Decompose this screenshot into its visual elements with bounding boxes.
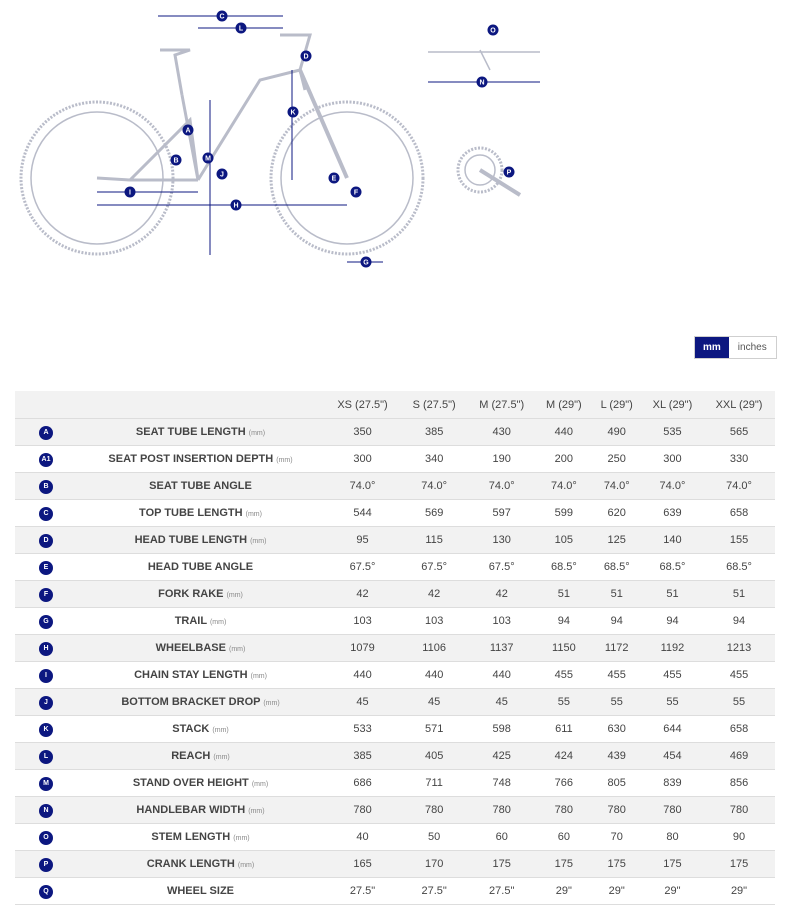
size-column-header: L (29") [592,391,642,419]
measure-value-cell: 29" [536,878,591,905]
measure-name: SEAT TUBE LENGTH [135,426,246,438]
size-column-header: M (29") [536,391,591,419]
diagram-label [488,25,499,36]
measure-value-cell: 42 [324,581,401,608]
measure-letter-cell [15,608,77,635]
measure-value-cell: 425 [467,743,536,770]
measure-value-cell: 599 [536,500,591,527]
mm-unit-button[interactable]: mm [695,337,729,358]
measure-unit: (mm) [237,862,255,869]
measure-value-cell: 94 [592,608,642,635]
measure-unit: (mm) [250,673,267,680]
measure-value-cell: 350 [324,419,401,446]
measure-value-cell: 115 [401,527,467,554]
measure-letter-cell [15,743,77,770]
measure-letter-cell [15,635,77,662]
measure-name-cell [77,662,324,689]
measure-value-cell: 544 [324,500,401,527]
diagram-label [217,169,228,180]
measure-value-cell: 1172 [592,635,642,662]
measure-value-cell: 839 [642,770,703,797]
measure-value-cell: 620 [592,500,642,527]
measure-letter-badge: L [39,750,53,764]
geometry-table [15,391,775,905]
measure-value-cell: 340 [401,446,467,473]
measure-name-cell [77,581,324,608]
measure-value-cell: 67.5° [324,554,401,581]
measure-value-cell: 51 [536,581,591,608]
measure-value-cell: 571 [401,716,467,743]
measure-letter-cell [15,662,77,689]
table-row [15,743,775,770]
measure-name-cell [77,743,324,770]
measure-letter-cell [15,851,77,878]
diagram-label [504,167,515,178]
table-row [15,662,775,689]
measure-name-cell [77,473,324,500]
measure-value-cell: 455 [642,662,703,689]
measure-value-cell: 67.5° [401,554,467,581]
measure-letter-badge: F [39,588,53,602]
measure-value-cell: 658 [703,716,775,743]
measure-value-cell: 155 [703,527,775,554]
measure-value-cell: 51 [703,581,775,608]
measure-value-cell: 51 [642,581,703,608]
measure-value-cell: 440 [536,419,591,446]
table-row [15,770,775,797]
measure-value-cell: 440 [324,662,401,689]
measure-value-cell: 45 [324,689,401,716]
measure-value-cell: 1213 [703,635,775,662]
measure-value-cell: 658 [703,500,775,527]
measure-unit: (mm) [250,538,267,545]
measure-letter-cell [15,473,77,500]
measure-value-cell: 165 [324,851,401,878]
measure-value-cell: 103 [401,608,467,635]
measure-name: WHEELBASE [155,642,226,654]
measure-letter-badge: J [39,696,53,710]
measure-value-cell: 686 [324,770,401,797]
measure-value-cell: 94 [536,608,591,635]
header-spacer [15,391,77,419]
table-row [15,797,775,824]
measure-value-cell: 1106 [401,635,467,662]
measure-value-cell: 68.5° [536,554,591,581]
diagram-label-text: G [363,259,369,267]
measure-letter-badge: I [39,669,53,683]
diagram-label-text: M [205,155,211,163]
diagram-label-text: A [185,127,191,135]
measure-value-cell: 455 [536,662,591,689]
measure-name: HEAD TUBE LENGTH [134,534,248,546]
measure-value-cell: 455 [592,662,642,689]
measure-value-cell: 1192 [642,635,703,662]
measure-value-cell: 455 [703,662,775,689]
measure-name-cell [77,635,324,662]
measure-value-cell: 170 [401,851,467,878]
table-row [15,446,775,473]
measure-letter-cell [15,500,77,527]
measure-name-cell [77,878,324,905]
measure-value-cell: 598 [467,716,536,743]
measure-value-cell: 90 [703,824,775,851]
measure-value-cell: 29" [703,878,775,905]
measure-value-cell: 74.0° [401,473,467,500]
measure-unit: (mm) [276,457,293,464]
measure-name: STAND OVER HEIGHT [132,777,249,789]
measure-name: STACK [172,723,210,735]
header-spacer [77,391,324,419]
unit-toggle [694,336,777,359]
measure-letter-cell [15,716,77,743]
table-row [15,635,775,662]
diagram-label-text: I [129,189,131,197]
measure-value-cell: 51 [592,581,642,608]
measure-value-cell: 67.5° [467,554,536,581]
measure-value-cell: 125 [592,527,642,554]
measure-value-cell: 42 [401,581,467,608]
measure-unit: (mm) [212,727,229,734]
measure-value-cell: 55 [703,689,775,716]
table-row [15,824,775,851]
measure-letter-badge: B [39,480,53,494]
measure-name: FORK RAKE [158,588,224,600]
measure-value-cell: 45 [467,689,536,716]
measure-value-cell: 40 [324,824,401,851]
measure-name: STEM LENGTH [151,831,231,843]
measure-name: CRANK LENGTH [146,858,235,870]
measure-value-cell: 27.5" [401,878,467,905]
measure-value-cell: 439 [592,743,642,770]
measure-value-cell: 300 [324,446,401,473]
measure-value-cell: 103 [324,608,401,635]
measure-value-cell: 748 [467,770,536,797]
measure-letter-badge: Q [39,885,53,899]
measure-letter-badge: G [39,615,53,629]
diagram-label-text: K [290,109,296,117]
table-row [15,878,775,905]
measure-name-cell [77,716,324,743]
measure-letter-badge: P [39,858,53,872]
measure-value-cell: 94 [703,608,775,635]
measure-value-cell: 424 [536,743,591,770]
measure-value-cell: 29" [592,878,642,905]
measure-value-cell: 55 [536,689,591,716]
measure-value-cell: 45 [401,689,467,716]
measure-value-cell: 405 [401,743,467,770]
measure-value-cell: 250 [592,446,642,473]
measure-value-cell: 780 [324,797,401,824]
measure-value-cell: 385 [401,419,467,446]
measure-name: HANDLEBAR WIDTH [136,804,246,816]
table-row [15,716,775,743]
diagram-label-text: D [303,53,309,61]
measure-name: HEAD TUBE ANGLE [147,561,254,573]
measure-unit: (mm) [251,781,269,788]
measure-name-cell [77,608,324,635]
measure-letter-badge: A [39,426,53,440]
measure-letter-badge: K [39,723,53,737]
measure-letter-cell [15,581,77,608]
measure-value-cell: 535 [642,419,703,446]
measure-value-cell: 94 [642,608,703,635]
table-row [15,473,775,500]
diagram-label-text: F [353,189,359,197]
measure-unit: (mm) [248,808,265,815]
measure-name: REACH [171,750,211,762]
diagram-label [351,187,362,198]
measure-value-cell: 175 [703,851,775,878]
measure-letter-cell [15,527,77,554]
size-column-header: XS (27.5") [324,391,401,419]
diagram-label-text: L [238,25,244,33]
measure-value-cell: 95 [324,527,401,554]
measure-value-cell: 68.5° [703,554,775,581]
measure-letter-badge: N [39,804,53,818]
measure-value-cell: 644 [642,716,703,743]
measure-letter-badge: A1 [39,453,53,467]
measure-value-cell: 74.0° [592,473,642,500]
measure-letter-cell [15,770,77,797]
diagram-label [231,200,242,211]
measure-letter-cell [15,878,77,905]
diagram-label-text: N [479,79,485,87]
table-row [15,554,775,581]
measure-value-cell: 55 [592,689,642,716]
measure-value-cell: 630 [592,716,642,743]
measure-value-cell: 190 [467,446,536,473]
measure-name-cell [77,689,324,716]
diagram-label-text: O [490,27,496,35]
measure-letter-cell [15,419,77,446]
measure-name: SEAT TUBE ANGLE [149,480,252,492]
measure-value-cell: 68.5° [642,554,703,581]
measure-value-cell: 565 [703,419,775,446]
diagram-label [329,173,340,184]
diagram-label [171,155,182,166]
measure-unit: (mm) [233,835,250,842]
measure-value-cell: 74.0° [467,473,536,500]
measure-name-cell [77,851,324,878]
measure-name: BOTTOM BRACKET DROP [121,696,261,708]
measure-unit: (mm) [263,700,280,707]
measure-value-cell: 569 [401,500,467,527]
measure-value-cell: 780 [467,797,536,824]
measure-value-cell: 385 [324,743,401,770]
measure-name-cell [77,500,324,527]
measure-value-cell: 711 [401,770,467,797]
measure-value-cell: 1079 [324,635,401,662]
measure-letter-badge: E [39,561,53,575]
measure-value-cell: 780 [703,797,775,824]
measure-value-cell: 103 [467,608,536,635]
measure-value-cell: 42 [467,581,536,608]
measure-unit: (mm) [245,511,262,518]
measure-value-cell: 140 [642,527,703,554]
measure-value-cell: 68.5° [592,554,642,581]
measure-name-cell [77,824,324,851]
table-row [15,608,775,635]
measure-value-cell: 27.5" [467,878,536,905]
measure-value-cell: 50 [401,824,467,851]
measure-letter-badge: H [39,642,53,656]
measure-letter-cell [15,689,77,716]
measure-value-cell: 74.0° [324,473,401,500]
measure-letter-badge: C [39,507,53,521]
table-header-row [15,391,775,419]
measure-value-cell: 74.0° [536,473,591,500]
measure-value-cell: 780 [642,797,703,824]
inches-unit-button[interactable]: inches [729,337,776,358]
diagram-label [236,23,247,34]
measure-value-cell: 175 [467,851,536,878]
measure-unit: (mm) [226,592,243,599]
measure-value-cell: 105 [536,527,591,554]
measure-letter-badge: D [39,534,53,548]
diagram-label [477,77,488,88]
measure-name: CHAIN STAY LENGTH [134,669,248,681]
measure-value-cell: 780 [536,797,591,824]
measure-value-cell: 780 [401,797,467,824]
measure-letter-cell [15,797,77,824]
table-row [15,689,775,716]
measure-value-cell: 130 [467,527,536,554]
measure-value-cell: 805 [592,770,642,797]
measure-name-cell [77,446,324,473]
measure-name: SEAT POST INSERTION DEPTH [108,453,274,465]
size-column-header: S (27.5") [401,391,467,419]
measure-unit: (mm) [209,619,227,626]
diagram-label-text: B [173,157,179,165]
measure-value-cell: 533 [324,716,401,743]
measure-value-cell: 27.5" [324,878,401,905]
measure-letter-badge: M [39,777,53,791]
measure-value-cell: 611 [536,716,591,743]
diagram-label [301,51,312,62]
size-column-header: XL (29") [642,391,703,419]
diagram-label [203,153,214,164]
measure-name: TRAIL [174,615,207,627]
measure-value-cell: 200 [536,446,591,473]
measure-value-cell: 440 [467,662,536,689]
diagram-label [288,107,299,118]
table-row [15,581,775,608]
measure-value-cell: 60 [536,824,591,851]
measure-name-cell [77,419,324,446]
measure-value-cell: 766 [536,770,591,797]
measure-letter-cell [15,824,77,851]
measure-value-cell: 856 [703,770,775,797]
measure-value-cell: 70 [592,824,642,851]
measure-value-cell: 780 [592,797,642,824]
measure-value-cell: 300 [642,446,703,473]
measure-value-cell: 55 [642,689,703,716]
measure-value-cell: 175 [592,851,642,878]
measure-value-cell: 80 [642,824,703,851]
measure-value-cell: 490 [592,419,642,446]
measure-value-cell: 469 [703,743,775,770]
diagram-label [183,125,194,136]
measure-letter-badge: O [39,831,53,845]
table-row [15,419,775,446]
measure-name-cell [77,527,324,554]
table-row [15,527,775,554]
measure-value-cell: 430 [467,419,536,446]
measure-unit: (mm) [229,646,246,653]
measure-value-cell: 440 [401,662,467,689]
measure-letter-cell [15,446,77,473]
measure-name-cell [77,797,324,824]
measure-value-cell: 74.0° [642,473,703,500]
measure-value-cell: 60 [467,824,536,851]
measure-unit: (mm) [248,430,266,437]
diagram-label-text: P [506,169,512,177]
measure-name-cell [77,770,324,797]
bike-geometry-diagram [0,0,787,300]
diagram-label-text: H [233,202,239,210]
diagram-label [217,11,228,22]
diagram-label-text: E [331,175,337,183]
measure-value-cell: 330 [703,446,775,473]
measure-value-cell: 175 [536,851,591,878]
size-column-header: M (27.5") [467,391,536,419]
diagram-label-text: J [220,171,224,179]
measure-unit: (mm) [213,754,230,761]
measure-value-cell: 1150 [536,635,591,662]
table-row [15,500,775,527]
diagram-label [361,257,372,268]
measure-value-cell: 597 [467,500,536,527]
measure-value-cell: 175 [642,851,703,878]
measure-value-cell: 74.0° [703,473,775,500]
measure-letter-cell [15,554,77,581]
size-column-header: XXL (29") [703,391,775,419]
measure-value-cell: 639 [642,500,703,527]
measure-name: TOP TUBE LENGTH [139,507,243,519]
table-row [15,851,775,878]
diagram-label-text: C [219,13,225,21]
diagram-label [125,187,136,198]
measure-value-cell: 454 [642,743,703,770]
measure-value-cell: 1137 [467,635,536,662]
measure-name: WHEEL SIZE [166,885,235,897]
measure-value-cell: 29" [642,878,703,905]
measure-name-cell [77,554,324,581]
